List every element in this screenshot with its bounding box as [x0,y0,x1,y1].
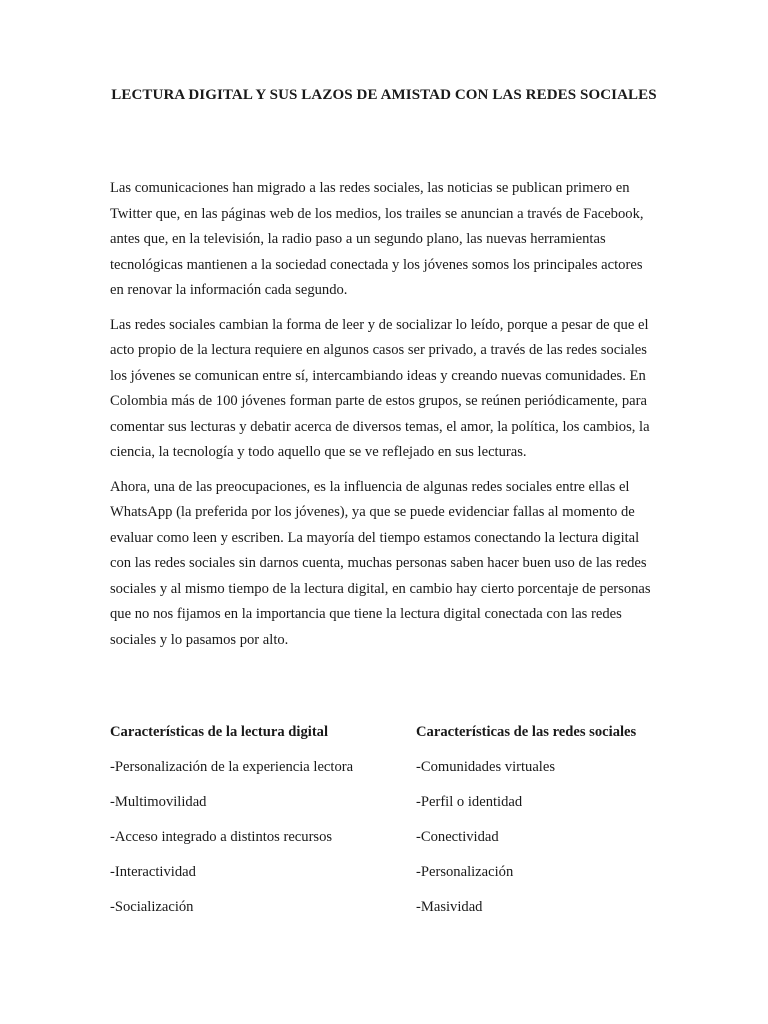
social-networks-heading: Características de las redes sociales [416,724,637,740]
social-networks-item: -Comunidades virtuales [416,759,556,775]
document-body [110,176,658,662]
characteristics-columns [110,718,670,938]
social-networks-column [416,718,636,928]
digital-reading-item: -Acceso integrado a distintos recursos [110,829,333,845]
digital-reading-heading: Características de la lectura digital [110,724,329,740]
digital-reading-item: -Interactividad [110,864,196,880]
paragraph-2: Las redes sociales cambian la forma de leer y de socializar lo leído, porque a pesar de que el acto propio de la lectura requiere en algunos casos ser privado, a través de las redes sociales los jóvenes se comunican entre sí, intercambiando ideas y creando nuevas comunidades. En Colombia más de 100 jóvenes forman parte de estos grupos, se reúnen periódicamente, para comentar sus lecturas y debatir acerca de diversos temas, el amor, la política, los cambios, la ciencia, la tecnología y todo aquello que se ve reflejado en sus lecturas. [110,316,650,460]
digital-reading-item: -Socialización [110,899,194,915]
social-networks-item: -Personalización [416,864,514,880]
social-networks-item: -Perfil o identidad [416,794,523,810]
digital-reading-item: -Multimovilidad [110,794,207,810]
paragraph-1: Las comunicaciones han migrado a las redes sociales, las noticias se publican primero en Twitter que, en las páginas web de los medios, los trailes se anuncian a través de Facebook, antes que, en la televisión, la radio paso a un segundo plano, las nuevas herramientas tecnológicas mantienen a la sociedad conectada y los jóvenes somos los principales actores en renovar la información cada segundo. [110,180,644,298]
digital-reading-column [110,718,353,928]
social-networks-item: -Masividad [416,899,483,915]
paragraph-3: Ahora, una de las preocupaciones, es la influencia de algunas redes sociales entre ellas el WhatsApp (la preferida por los jóvenes), ya que se puede evidenciar fallas al momento de evaluar como leen y escriben. La mayoría del tiempo estamos conectando la lectura digital con las redes sociales sin darnos cuenta, muchas personas saben hacer buen uso de las redes sociales y al mismo tiempo de la lectura digital, en cambio hay cierto porcentaje de personas que no nos fijamos en la importancia que tiene la lectura digital conectada con las redes sociales y lo pasamos por alto. [110,478,651,648]
digital-reading-item: -Personalización de la experiencia lectora [110,759,354,775]
document-title: LECTURA DIGITAL Y SUS LAZOS DE AMISTAD CON LAS REDES SOCIALES [111,87,657,103]
social-networks-item: -Conectividad [416,829,499,845]
